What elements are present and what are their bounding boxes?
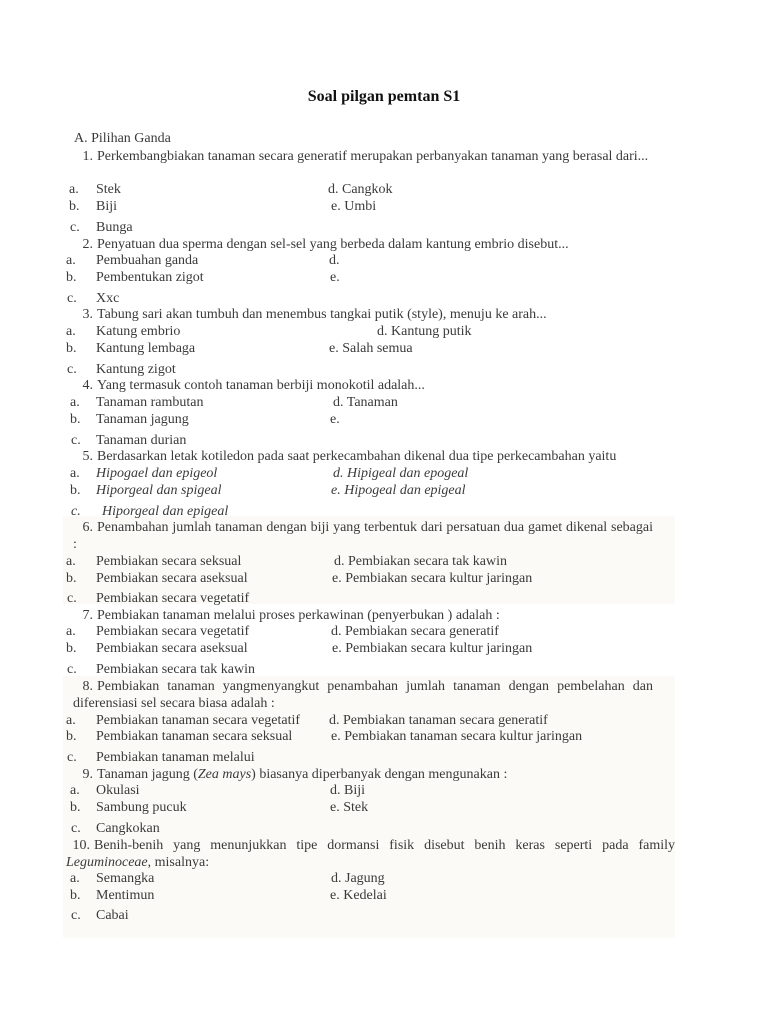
option-c: c. (67, 291, 77, 306)
option-c: c. (67, 662, 77, 677)
question-4: 4. Yang termasuk contoh tanaman berbiji monokotil adalah... (82, 378, 425, 393)
option-b-text: Tanaman jagung (96, 412, 189, 427)
option-c-text: Pembiakan secara tak kawin (96, 662, 255, 677)
option-c: c. (71, 908, 81, 923)
option-d-text: d. Cangkok (328, 182, 393, 197)
option-a-text: Hipogael dan epigeol (96, 466, 218, 481)
option-b: b. (70, 483, 81, 498)
option-a: a. (70, 871, 80, 886)
option-c-text: Xxc (96, 291, 120, 306)
option-a-text: Pembiakan tanaman secara vegetatif (96, 713, 301, 728)
option-e-text: e. Stek (330, 800, 369, 815)
option-c: c. (67, 750, 77, 765)
option-c-text: Cangkokan (96, 821, 160, 836)
option-a-text: Pembuahan ganda (96, 253, 199, 268)
option-d-text: d. Kantung putik (377, 324, 472, 339)
option-b-text: Sambung pucuk (96, 800, 187, 815)
question-10: 10. Benih-benih yang menunjukkan tipe dormansi fisik disebut benih keras seperti pada family Leguminoceae, misalnya: (66, 838, 675, 870)
option-d-text: d. (329, 253, 340, 268)
option-b-text: Hiporgeal dan spigeal (96, 483, 222, 498)
option-c-text: Pembiakan secara vegetatif (96, 591, 250, 606)
question-8: 8. Pembiakan tanaman yangmenyangkut penambahan jumlah tanaman dengan pembelahan dan diferensiasi sel secara biasa adalah : (73, 679, 653, 711)
option-a: a. (66, 554, 76, 569)
option-a-text: Stek (96, 182, 121, 197)
option-b: b. (66, 641, 77, 656)
option-a: a. (66, 624, 76, 639)
option-d-text: d. Biji (330, 783, 366, 798)
option-a: a. (69, 182, 79, 197)
option-e-text: e. (330, 270, 340, 285)
option-a-text: Pembiakan secara seksual (96, 554, 242, 569)
option-c: c. (67, 362, 77, 377)
option-a-text: Katung embrio (96, 324, 181, 339)
option-d-text: d. Jagung (331, 871, 385, 886)
option-c-text: Pembiakan tanaman melalui (96, 750, 255, 765)
option-d-text: d. Pembiakan secara tak kawin (334, 554, 507, 569)
option-a: a. (66, 324, 76, 339)
option-c: c. (71, 433, 81, 448)
option-e-text: e. Salah semua (329, 341, 413, 356)
option-e-text: e. Kedelai (330, 888, 387, 903)
option-b: b. (70, 800, 81, 815)
option-a: a. (66, 253, 76, 268)
option-c: c. (67, 591, 77, 606)
option-e-text: e. Pembiakan tanaman secara kultur jaringan (331, 729, 583, 744)
question-6: 6. Penambahan jumlah tanaman dengan biji yang terbentuk dari persatuan dua gamet dikenal sebagai : (73, 520, 653, 552)
option-b-text: Pembiakan secara aseksual (96, 641, 248, 656)
option-e-text: e. (330, 412, 340, 427)
option-e-text: e. Umbi (331, 199, 377, 214)
option-b: b. (66, 341, 77, 356)
option-a: a. (66, 713, 76, 728)
option-a: a. (70, 466, 80, 481)
option-b-text: Pembentukan zigot (96, 270, 204, 285)
option-c-text: Kantung zigot (96, 362, 176, 377)
option-c-text: Bunga (96, 220, 133, 235)
section-heading: A. Pilihan Ganda (74, 131, 171, 146)
option-b: b. (69, 199, 80, 214)
option-a-text: Semangka (96, 871, 155, 886)
option-b-text: Pembiakan secara aseksual (96, 571, 248, 586)
option-d-text: d. Tanaman (333, 395, 398, 410)
option-b-text: Biji (96, 199, 118, 214)
option-d-text: d. Hipigeal dan epogeal (333, 466, 469, 481)
option-a-text: Pembiakan secara vegetatif (96, 624, 250, 639)
option-c-text: Tanaman durian (96, 433, 187, 448)
option-c-text: Hiporgeal dan epigeal (102, 504, 229, 519)
question-2: 2. Penyatuan dua sperma dengan sel-sel yang berbeda dalam kantung embrio disebut... (82, 237, 569, 252)
option-e-text: e. Pembiakan secara kultur jaringan (332, 571, 533, 586)
question-9: 9. Tanaman jagung (Zea mays) biasanya diperbanyak dengan mengunakan : (82, 767, 508, 782)
option-b: b. (66, 729, 77, 744)
option-b: b. (70, 888, 81, 903)
option-b-text: Kantung lembaga (96, 341, 196, 356)
option-b: b. (70, 412, 81, 427)
option-a: a. (70, 783, 80, 798)
option-a: a. (70, 395, 80, 410)
question-7: 7. Pembiakan tanaman melalui proses perkawinan (penyerbukan ) adalah : (82, 608, 500, 623)
option-b: b. (66, 571, 77, 586)
option-b-text: Mentimun (96, 888, 155, 903)
option-c-text: Cabai (96, 908, 129, 923)
option-e-text: e. Pembiakan secara kultur jaringan (332, 641, 533, 656)
option-c: c. (71, 821, 81, 836)
option-d-text: d. Pembiakan tanaman secara generatif (329, 713, 548, 728)
option-a-text: Tanaman rambutan (96, 395, 204, 410)
question-1: 1. Perkembangbiakan tanaman secara generatif merupakan perbanyakan tanaman yang berasal dari... (82, 149, 649, 164)
option-e-text: e. Hipogeal dan epigeal (331, 483, 466, 498)
option-b-text: Pembiakan tanaman secara seksual (96, 729, 293, 744)
question-3: 3. Tabung sari akan tumbuh dan menembus tangkai putik (style), menuju ke arah... (82, 307, 547, 322)
option-a-text: Okulasi (96, 783, 140, 798)
option-d-text: d. Pembiakan secara generatif (331, 624, 499, 639)
option-b: b. (66, 270, 77, 285)
page-title: Soal pilgan pemtan S1 (307, 88, 461, 105)
option-c: c. (70, 220, 80, 235)
question-5: 5. Berdasarkan letak kotiledon pada saat perkecambahan dikenal dua tipe perkecambahan yaitu (82, 449, 617, 464)
option-c: c. (71, 504, 81, 519)
